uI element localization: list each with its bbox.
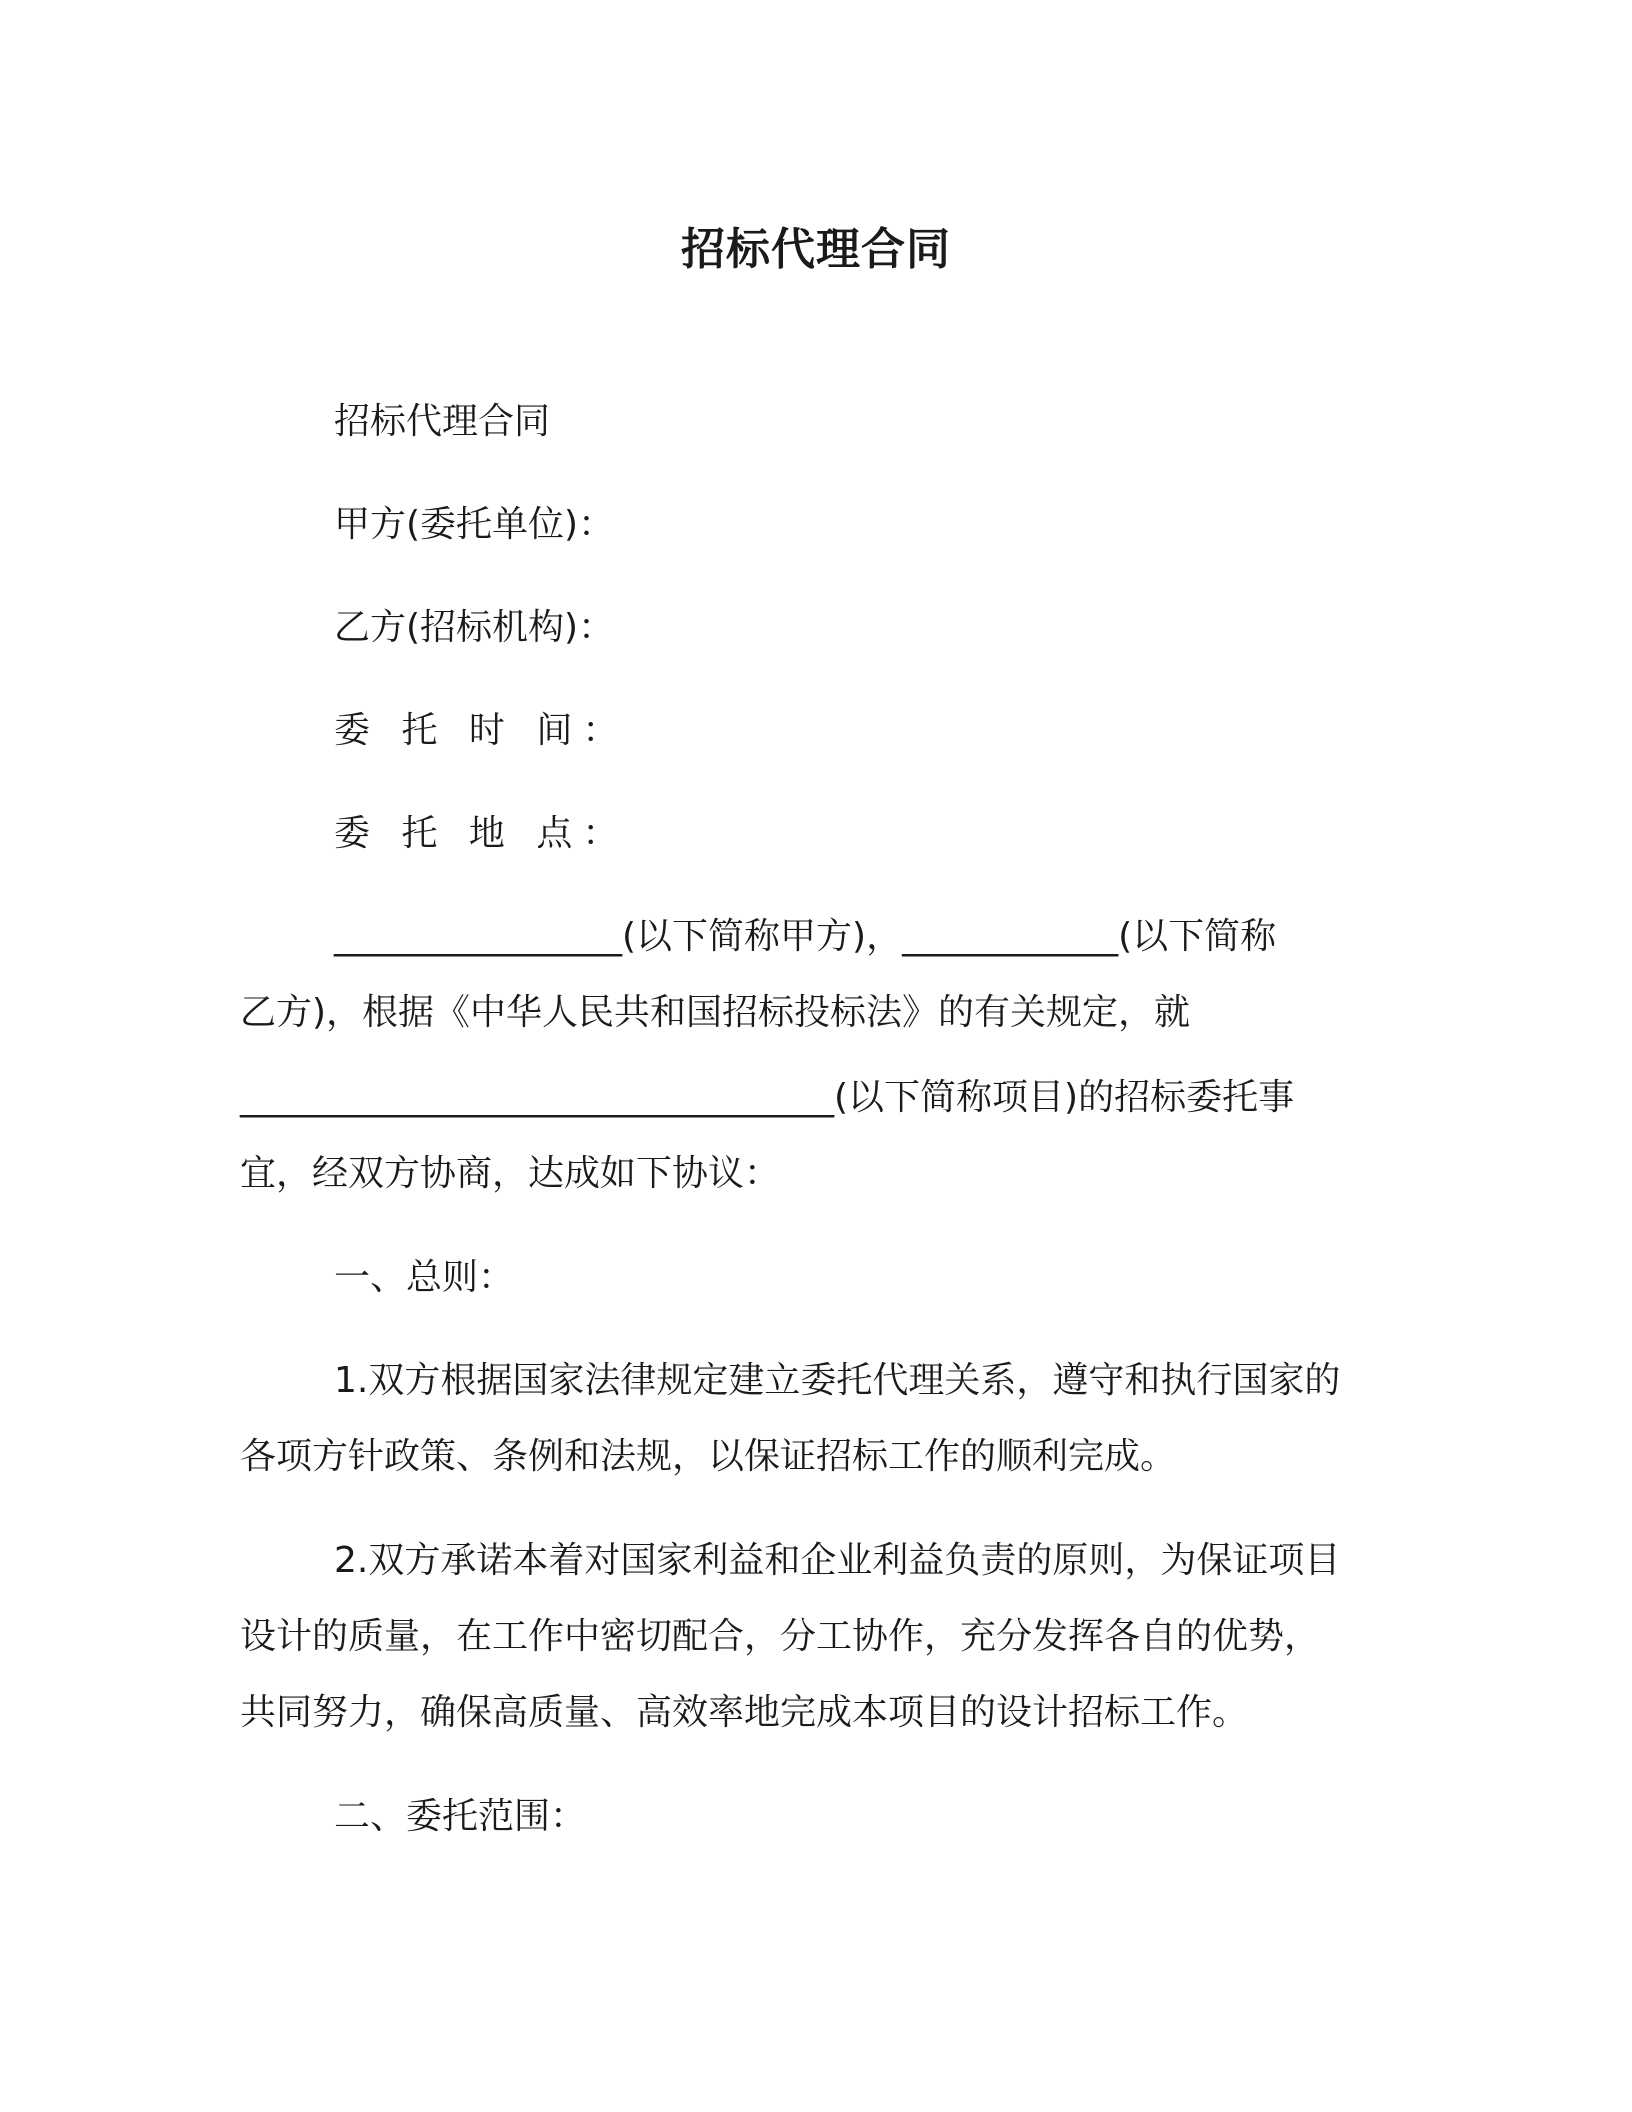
section-1-item-2-line-2: 设计的质量，在工作中密切配合，分工协作，充分发挥各自的优势， — [240, 1616, 1321, 1657]
party-b-blank: ____________ — [902, 916, 1119, 957]
section-1-item-2-line-1: 2.双方承诺本着对国家利益和企业利益负责的原则，为保证项目 — [334, 1540, 1341, 1581]
preamble-line-1 — [334, 912, 1276, 962]
preamble-text-b: (以下简称 — [1118, 916, 1277, 957]
entrust-time-label: 委 托 时 间： — [334, 710, 629, 751]
preamble-line-3 — [240, 1073, 1294, 1123]
section-1-item-1-line-1: 1.双方根据国家法律规定建立委托代理关系，遵守和执行国家的 — [334, 1360, 1341, 1401]
document-title: 招标代理合同 — [681, 224, 951, 275]
section-2-heading: 二、委托范围： — [334, 1796, 587, 1837]
preamble-line-4: 宜，经双方协商，达成如下协议： — [240, 1153, 781, 1194]
preamble-text-c: (以下简称项目)的招标委托事 — [834, 1077, 1295, 1118]
document-subtitle: 招标代理合同 — [334, 401, 551, 442]
section-1-heading: 一、总则： — [334, 1257, 515, 1298]
party-a-blank: ________________ — [334, 916, 622, 957]
entrust-place-label: 委 托 地 点： — [334, 813, 629, 854]
section-1-item-2-line-3: 共同努力，确保高质量、高效率地完成本项目的设计招标工作。 — [240, 1692, 1249, 1733]
project-blank: _________________________________ — [240, 1077, 834, 1118]
preamble-line-2: 乙方)，根据《中华人民共和国招标投标法》的有关规定，就 — [240, 992, 1191, 1033]
party-a-label: 甲方(委托单位)： — [334, 504, 615, 545]
preamble-text-a: (以下简称甲方)， — [622, 916, 903, 957]
party-b-label: 乙方(招标机构)： — [334, 607, 615, 648]
section-1-item-1-line-2: 各项方针政策、条例和法规，以保证招标工作的顺利完成。 — [240, 1436, 1177, 1477]
